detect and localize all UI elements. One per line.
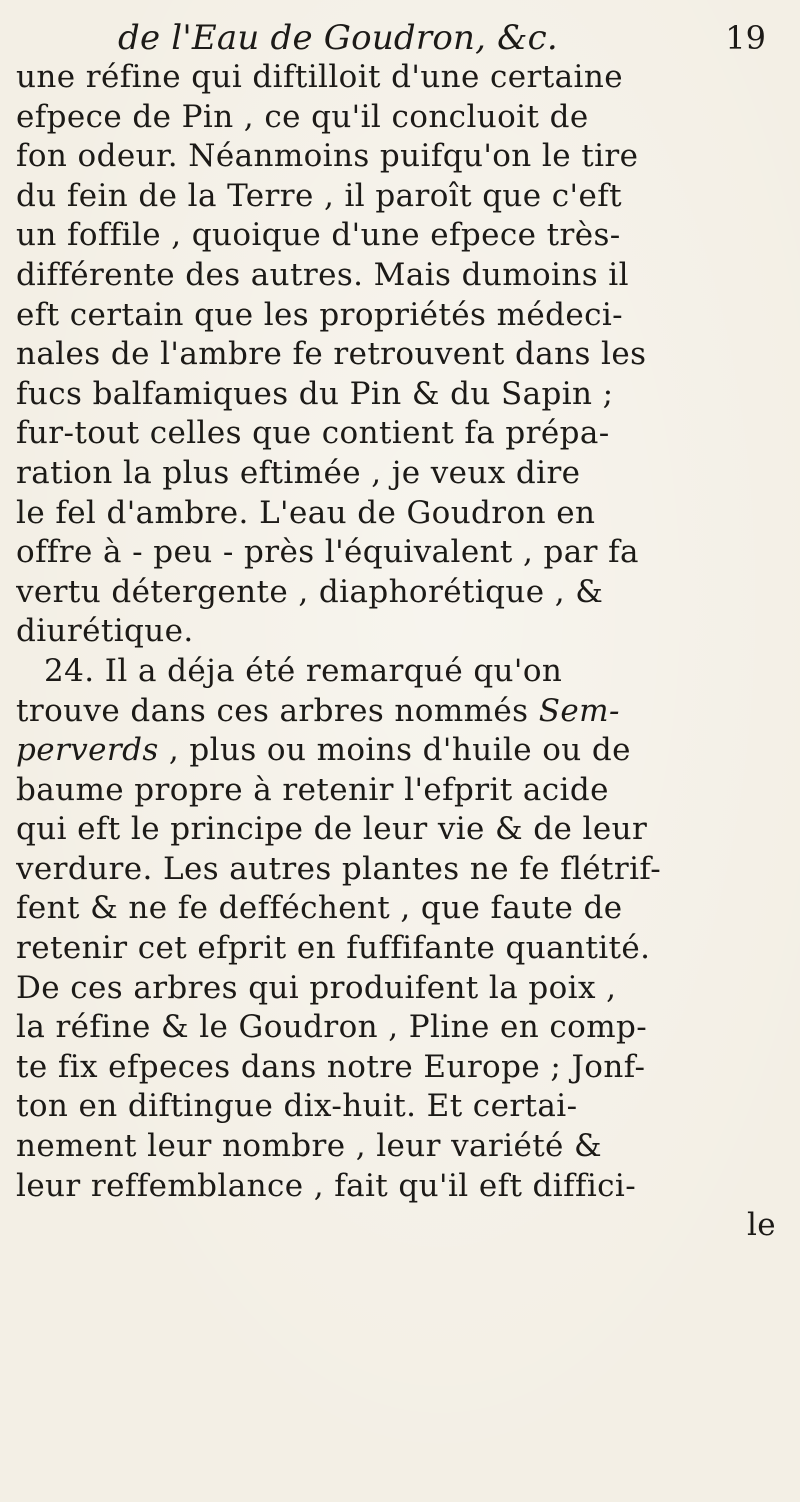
- text-line: différente des autres. Mais dumoins il: [16, 256, 629, 293]
- text-line: offre à - peu - près l'équivalent , par fa: [16, 534, 639, 571]
- running-title: de l'Eau de Goudron, &c.: [118, 18, 558, 58]
- text-line: leur reffemblance , fait qu'il eft diffici-: [16, 1167, 637, 1204]
- text-line: efpece de Pin , ce qu'il concluoit de: [16, 98, 589, 135]
- text-line: la réfine & le Goudron , Pline en comp-: [16, 1009, 648, 1046]
- text-line: fur-tout celles que contient fa prépa-: [16, 415, 610, 452]
- text-line: une réfine qui diftilloit d'une certaine: [16, 59, 623, 95]
- text-line: De ces arbres qui produifent la poix ,: [16, 969, 617, 1006]
- paragraph-start-line: 24. Il a déja été remarqué qu'on: [44, 652, 563, 689]
- text-line: vertu détergente , diaphorétique , &: [16, 573, 604, 610]
- text-line: [16, 692, 790, 732]
- text-line: baume propre à retenir l'efprit acide: [16, 771, 609, 808]
- italic-word: perverds: [16, 732, 159, 769]
- text-line: du fein de la Terre , il paroît que c'eft: [16, 177, 622, 214]
- text-line: nales de l'ambre fe retrouvent dans les: [16, 336, 647, 373]
- text-line: verdure. Les autres plantes ne fe flétrif-: [16, 850, 662, 887]
- page-number: 19: [725, 19, 766, 57]
- text-line: un foffile , quoique d'une efpece très-: [16, 217, 621, 254]
- text-line: le fel d'ambre. L'eau de Goudron en: [16, 494, 596, 531]
- text-line: ration la plus eftimée , je veux dire: [16, 454, 581, 491]
- text-segment: , plus ou moins d'huile ou de: [158, 732, 631, 769]
- text-line: diurétique.: [16, 613, 194, 650]
- catchword: le: [746, 1207, 776, 1244]
- text-line: fent & ne fe defféchent , que faute de: [16, 890, 623, 927]
- text-segment: trouve dans ces arbres nommés: [16, 692, 529, 729]
- page-header: [118, 14, 790, 62]
- text-line: eft certain que les propriétés médeci-: [16, 296, 624, 333]
- body-text: [16, 58, 790, 1246]
- text-line: ton en diftingue dix-huit. Et certai-: [16, 1088, 578, 1125]
- text-line: fon odeur. Néanmoins puifqu'on le tire: [16, 138, 639, 175]
- text-line: te fix efpeces dans notre Europe ; Jonf-: [16, 1048, 646, 1085]
- text-line: fucs balfamiques du Pin & du Sapin ;: [16, 375, 614, 412]
- text-line: nement leur nombre , leur variété &: [16, 1128, 603, 1165]
- text-line: retenir cet efprit en fuffifante quantité.: [16, 930, 651, 967]
- text-line: [16, 731, 790, 771]
- text-line: qui eft le principe de leur vie & de leur: [16, 811, 648, 848]
- italic-word: Sem-: [538, 692, 620, 729]
